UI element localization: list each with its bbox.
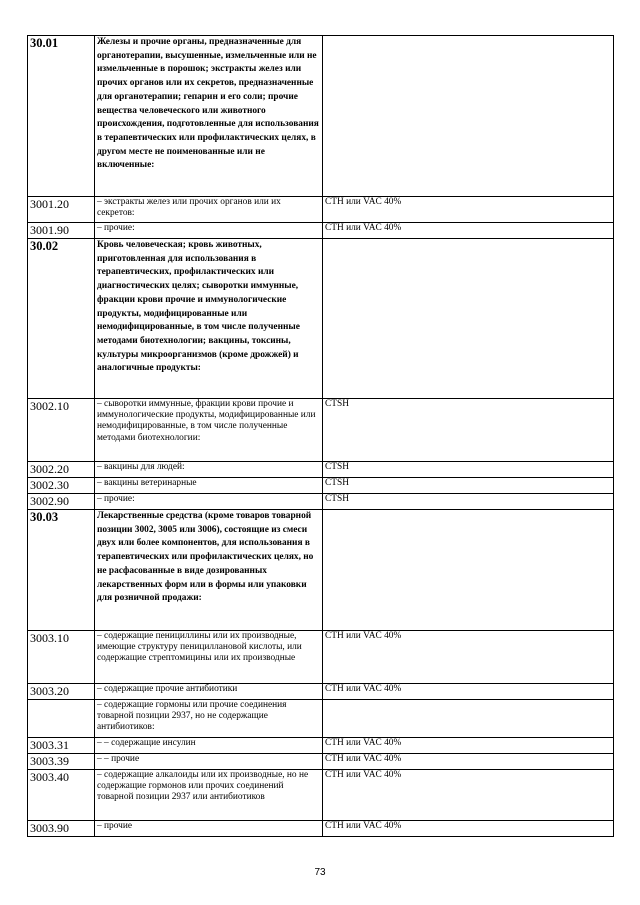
origin-rule-cell: CTH или VAC 40%	[323, 770, 614, 821]
hs-code-cell: 3003.20	[28, 684, 95, 700]
hs-code-cell: 3002.10	[28, 399, 95, 462]
hs-code-cell: 3003.10	[28, 631, 95, 684]
description-cell: – – прочие	[95, 754, 323, 770]
hs-code-cell: 3002.90	[28, 494, 95, 510]
table-row	[28, 754, 614, 770]
table-row	[28, 494, 614, 510]
description-cell: – содержащие алкалоиды или их производные, но не содержащие гормонов или прочих соединений товарной позиции 2937 или антибиотиков	[95, 770, 323, 821]
hs-code-cell: 3003.40	[28, 770, 95, 821]
hs-code-cell: 30.02	[28, 239, 95, 399]
hs-code-cell: 3001.90	[28, 223, 95, 239]
hs-code-cell: 3003.39	[28, 754, 95, 770]
hs-code-cell: 3003.90	[28, 821, 95, 837]
origin-rule-cell: CTH или VAC 40%	[323, 738, 614, 754]
description-cell: – сыворотки иммунные, фракции крови прочие и иммунологические продукты, модифицированные или немодифицированные, в том числе полученные методами биотехнологии:	[95, 399, 323, 462]
table-row	[28, 770, 614, 821]
description-cell: – вакцины для людей:	[95, 462, 323, 478]
description-cell: – содержащие прочие антибиотики	[95, 684, 323, 700]
description-cell: Железы и прочие органы, предназначенные для органотерапии, высушенные, измельченные или не измельченные в порошок; экстракты желез или прочих органов или их секретов, предназначенные для органотерапии; гепарин и его соли; прочие вещества человеческого или животного происхождения, подготовленные для использования в терапевтических или профилактических целях, в другом месте не поименованные или не включенные:	[95, 36, 323, 197]
table-row	[28, 700, 614, 738]
description-cell: – прочие:	[95, 223, 323, 239]
description-cell: Лекарственные средства (кроме товаров товарной позиции 3002, 3005 или 3006), состоящие из смеси двух или более компонентов, для использования в терапевтических или профилактических целях, но не расфасованные в виде дозированных лекарственных форм или в формы или упаковки для розничной продажи:	[95, 510, 323, 631]
table-row	[28, 684, 614, 700]
hs-code-cell: 3002.20	[28, 462, 95, 478]
hs-code-cell	[28, 700, 95, 738]
table-row	[28, 478, 614, 494]
table-row	[28, 399, 614, 462]
hs-code-cell: 3002.30	[28, 478, 95, 494]
table-row	[28, 631, 614, 684]
description-cell: – содержащие пенициллины или их производные, имеющие структуру пенициллановой кислоты, или содержащие стрептомицины или их производные	[95, 631, 323, 684]
origin-rule-cell: CTH или VAC 40%	[323, 684, 614, 700]
origin-rule-cell	[323, 239, 614, 399]
page-number: 73	[314, 867, 326, 878]
table-row	[28, 462, 614, 478]
description-cell: – прочие	[95, 821, 323, 837]
table-row	[28, 223, 614, 239]
origin-rule-cell: CTH или VAC 40%	[323, 754, 614, 770]
tariff-rules-table	[27, 35, 614, 837]
origin-rule-cell: CTH или VAC 40%	[323, 197, 614, 223]
description-cell: – вакцины ветеринарные	[95, 478, 323, 494]
origin-rule-cell: CTH или VAC 40%	[323, 631, 614, 684]
origin-rule-cell: CTH или VAC 40%	[323, 223, 614, 239]
hs-code-cell: 30.01	[28, 36, 95, 197]
origin-rule-cell	[323, 510, 614, 631]
table-row	[28, 510, 614, 631]
origin-rule-cell	[323, 36, 614, 197]
table-row	[28, 36, 614, 197]
table-row	[28, 197, 614, 223]
table-row	[28, 738, 614, 754]
origin-rule-cell: CTSH	[323, 462, 614, 478]
description-cell: – прочие:	[95, 494, 323, 510]
origin-rule-cell: CTH или VAC 40%	[323, 821, 614, 837]
origin-rule-cell	[323, 700, 614, 738]
origin-rule-cell: CTSH	[323, 399, 614, 462]
description-cell: Кровь человеческая; кровь животных, приготовленная для использования в терапевтических, профилактических или диагностических целях; сыворотки иммунные, фракции крови прочие и иммунологические продукты, модифицированные или немодифицированные, в том числе полученные методами биотехнологии; вакцины, токсины, культуры микроорганизмов (кроме дрожжей) и аналогичные продукты:	[95, 239, 323, 399]
hs-code-cell: 3001.20	[28, 197, 95, 223]
origin-rule-cell: CTSH	[323, 478, 614, 494]
description-cell: – экстракты желез или прочих органов или их секретов:	[95, 197, 323, 223]
hs-code-cell: 3003.31	[28, 738, 95, 754]
description-cell: – – содержащие инсулин	[95, 738, 323, 754]
description-cell: – содержащие гормоны или прочие соединения товарной позиции 2937, но не содержащие антибиотиков:	[95, 700, 323, 738]
table-row	[28, 821, 614, 837]
hs-code-cell: 30.03	[28, 510, 95, 631]
table-row	[28, 239, 614, 399]
origin-rule-cell: CTSH	[323, 494, 614, 510]
